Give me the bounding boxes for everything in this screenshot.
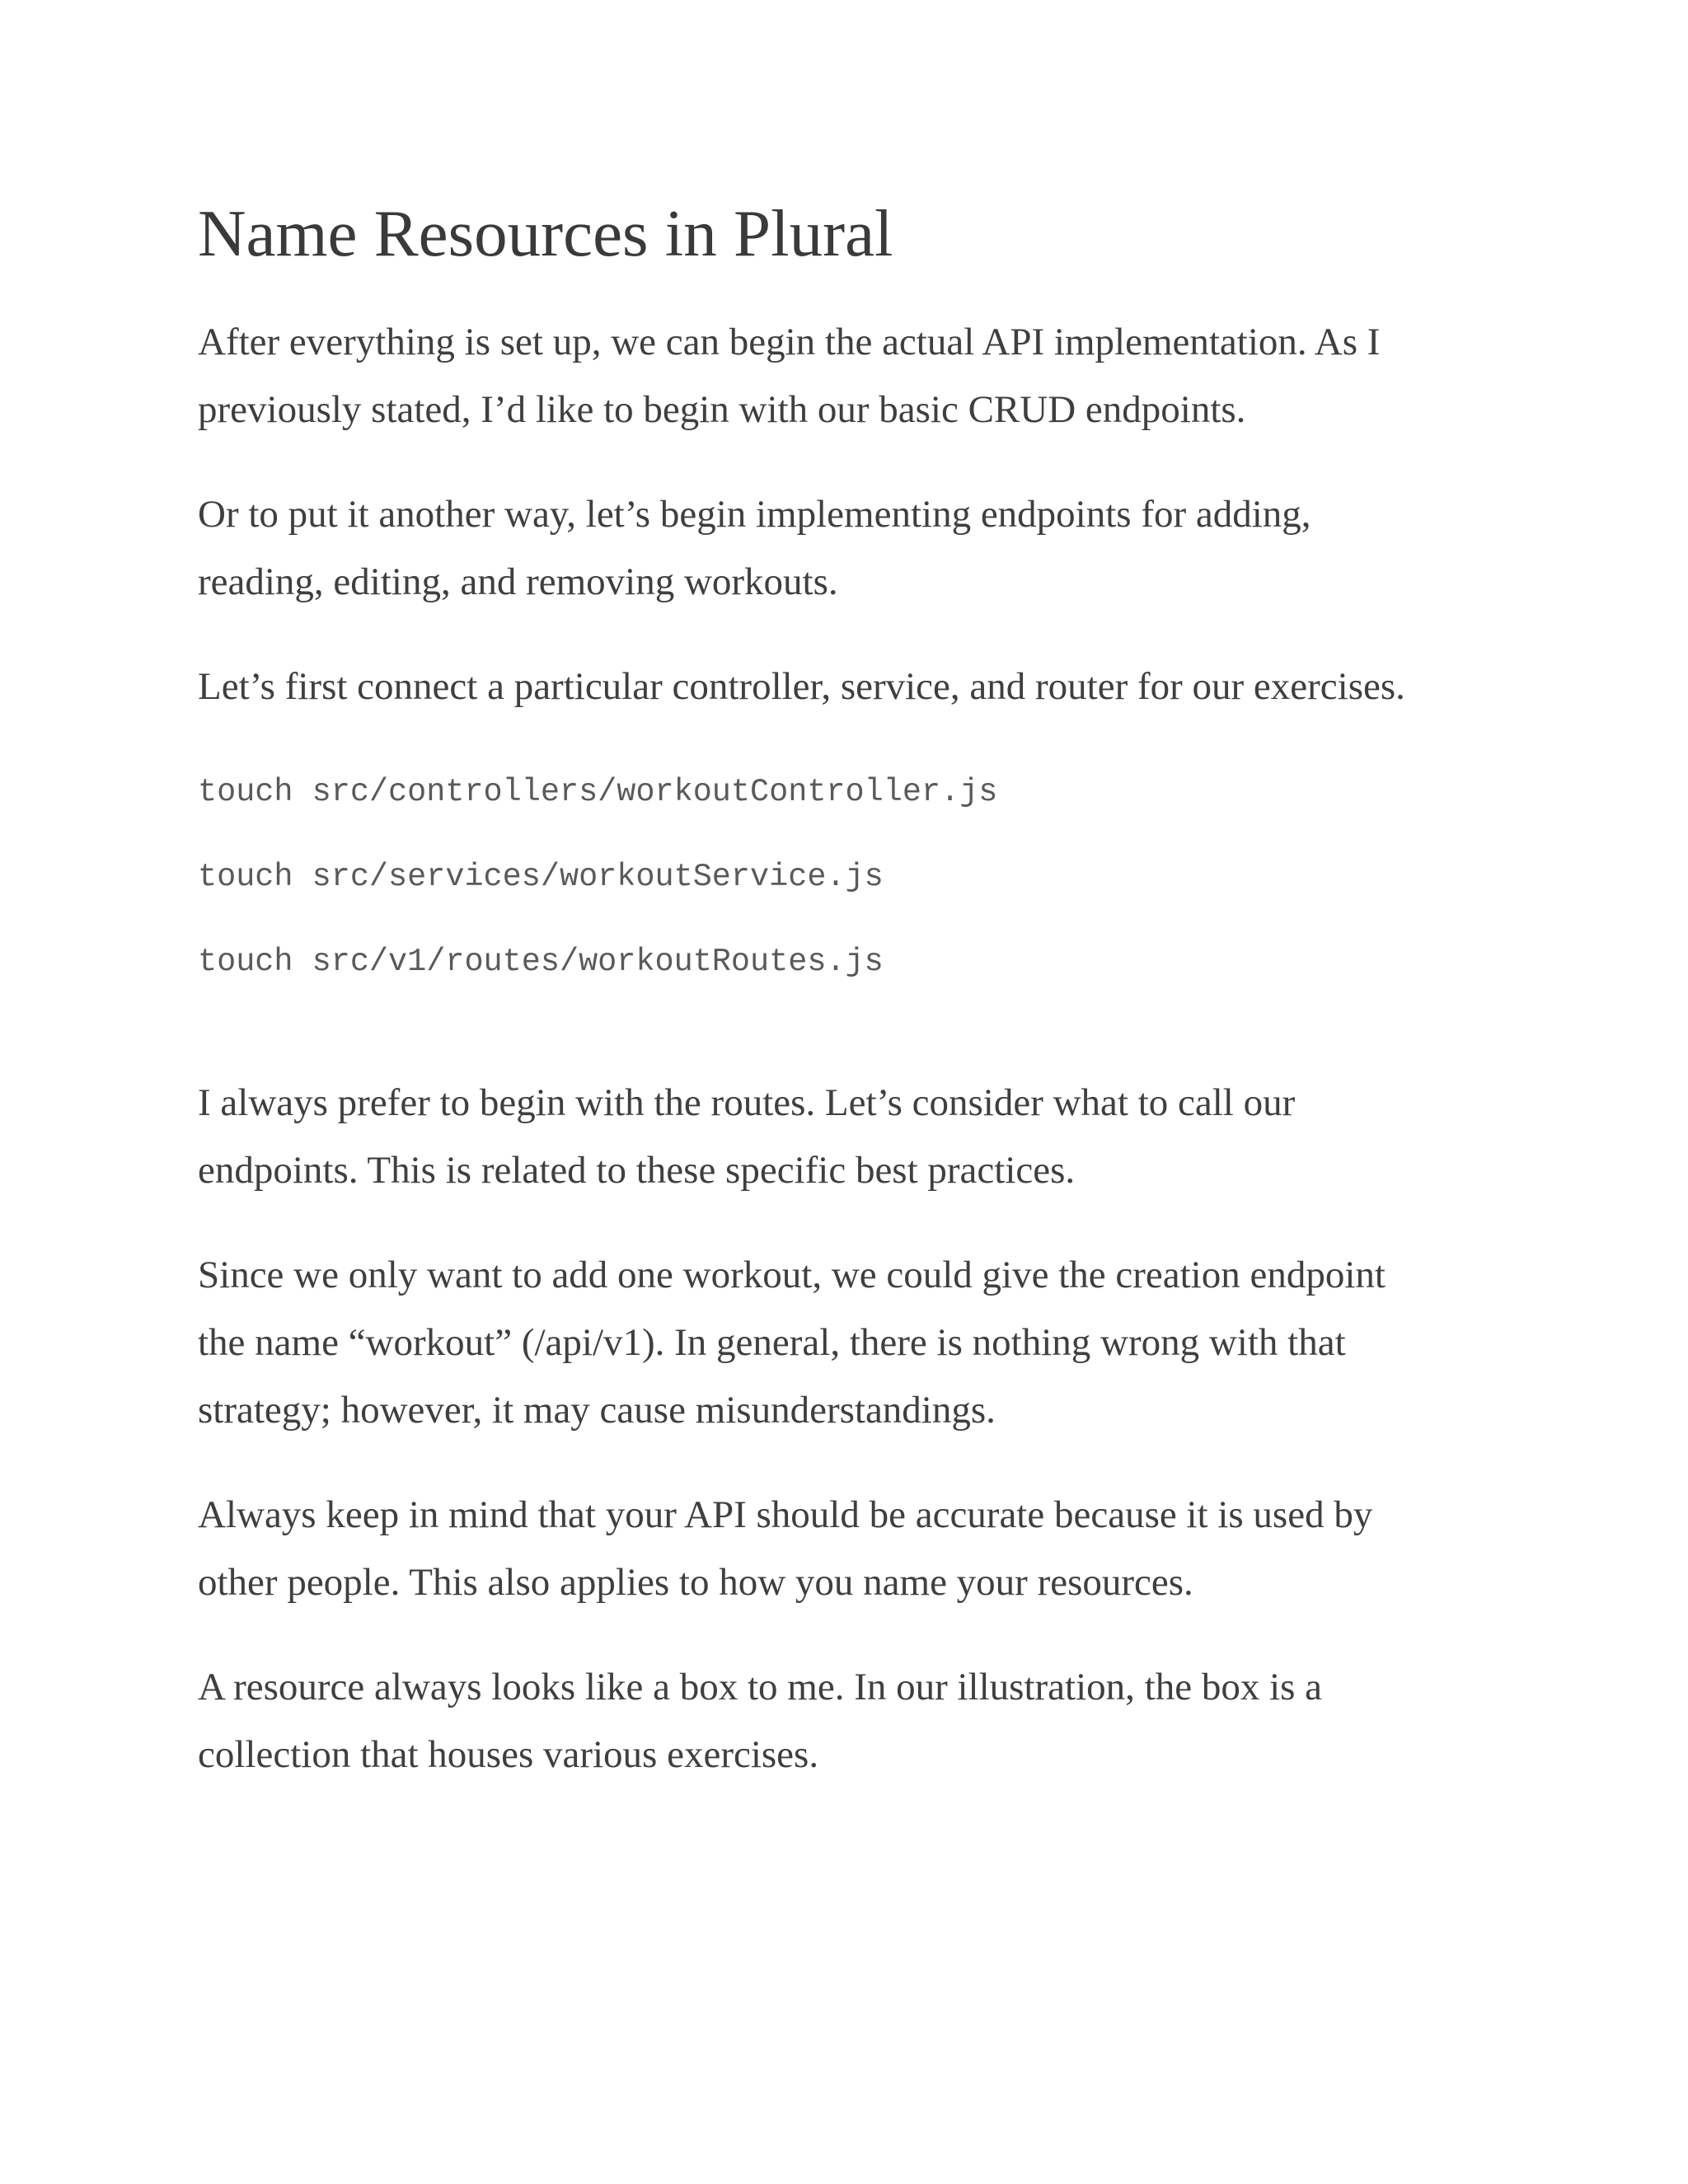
- code-line: touch src/services/workoutService.js: [198, 859, 884, 895]
- code-line: touch src/controllers/workoutController.js: [198, 774, 998, 810]
- paragraph-line: previously stated, I’d like to begin with our basic CRUD endpoints.: [198, 388, 1246, 431]
- paragraph-resource-box: [198, 1653, 1322, 1788]
- section-title: Name Resources in Plural: [198, 196, 893, 270]
- paragraph-line: reading, editing, and removing workouts.: [198, 560, 838, 603]
- paragraph-line: Or to put it another way, let’s begin implementing endpoints for adding,: [198, 493, 1311, 536]
- paragraph-naming: [198, 1241, 1386, 1444]
- paragraph-line: collection that houses various exercises.: [198, 1733, 819, 1776]
- paragraph-line: strategy; however, it may cause misunderstandings.: [198, 1389, 996, 1432]
- paragraph-line: I always prefer to begin with the routes. Let’s consider what to call our: [198, 1081, 1296, 1124]
- paragraph-line: A resource always looks like a box to me. In our illustration, the box is a: [198, 1666, 1323, 1708]
- paragraph-line: Always keep in mind that your API should be accurate because it is used by: [198, 1493, 1373, 1536]
- paragraph-line: the name “workout” (/api/v1). In general, there is nothing wrong with that: [198, 1321, 1346, 1364]
- code-line: touch src/v1/routes/workoutRoutes.js: [198, 944, 884, 980]
- paragraph-line: endpoints. This is related to these specific best practices.: [198, 1149, 1076, 1192]
- paragraph-routes: [198, 1069, 1295, 1204]
- paragraph-crud: [198, 480, 1311, 616]
- paragraph-line: Let’s first connect a particular controller, service, and router for our exercises.: [198, 665, 1405, 708]
- paragraph-line: After everything is set up, we can begin the actual API implementation. As I: [198, 321, 1381, 363]
- paragraph-accuracy: [198, 1481, 1372, 1616]
- paragraph-connect: [198, 653, 1405, 720]
- paragraph-line: other people. This also applies to how you name your resources.: [198, 1561, 1193, 1604]
- paragraph-setup: [198, 308, 1380, 443]
- paragraph-line: Since we only want to add one workout, we could give the creation endpoint: [198, 1254, 1386, 1296]
